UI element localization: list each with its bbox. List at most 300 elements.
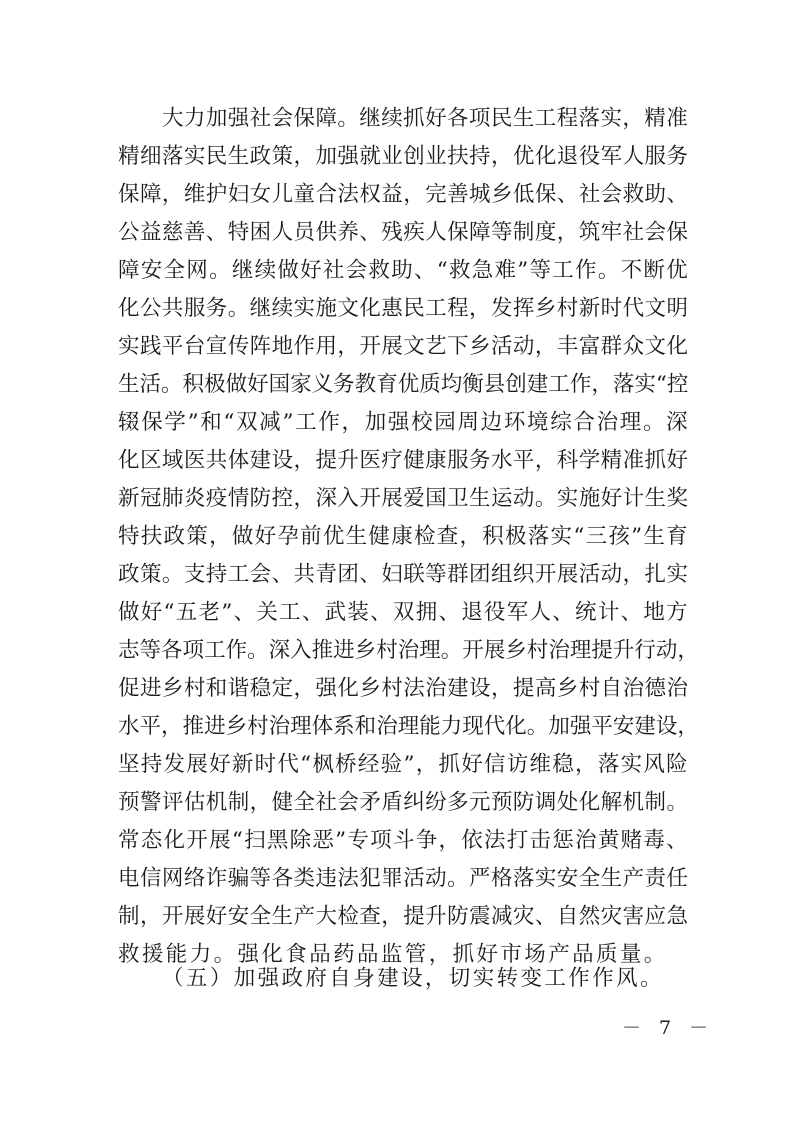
text-char: 运	[490, 486, 513, 511]
text-char: 制	[227, 790, 250, 815]
text-char: 好	[425, 106, 447, 131]
text-char: 力	[440, 714, 463, 739]
text-char: 强	[387, 410, 410, 435]
text-char: 精	[118, 144, 140, 169]
text-char: 员	[293, 220, 316, 245]
text-char: 计	[622, 486, 645, 511]
text-char: 地	[643, 600, 665, 625]
text-char: ，	[403, 182, 425, 207]
text-char: 展	[186, 752, 208, 777]
text-char: 进	[333, 638, 355, 663]
text-char: 服	[183, 296, 206, 321]
text-char: 加	[205, 106, 228, 131]
text-char: 活	[139, 372, 162, 397]
text-char: 保	[447, 220, 469, 245]
text-char: 惩	[552, 828, 574, 853]
text-char: 展	[183, 904, 206, 929]
text-char: 慈	[161, 220, 184, 245]
text-char: 服	[447, 448, 469, 473]
text-char: ，	[490, 676, 513, 701]
text-char: 周	[457, 410, 479, 435]
text-char: 等	[139, 638, 162, 663]
text-char: 化	[505, 714, 527, 739]
text-char: 五	[175, 600, 198, 625]
text-char: 类	[293, 866, 316, 891]
text-char: 各	[446, 106, 469, 131]
text-char: 役	[578, 144, 601, 169]
text-char: 提	[315, 448, 337, 473]
text-char: 政	[118, 562, 140, 587]
text-char: 做	[277, 258, 299, 283]
text-char: 控	[271, 486, 294, 511]
text-char: 做	[118, 600, 140, 625]
text-char: 程	[447, 296, 469, 321]
text-char: 和	[200, 410, 222, 435]
text-char: 化	[337, 676, 359, 701]
text-char: 好	[247, 372, 269, 397]
text-char: 提	[403, 904, 425, 929]
text-char: 老	[198, 600, 221, 625]
text-line	[118, 442, 688, 480]
text-char: 断	[643, 258, 665, 283]
text-char: 富	[578, 334, 601, 359]
text-char: 、	[301, 600, 324, 625]
text-char: 乡	[556, 676, 579, 701]
text-char: 应	[644, 904, 667, 929]
text-char: 双	[392, 600, 415, 625]
text-char: 救	[622, 182, 645, 207]
text-char: 妇	[381, 562, 403, 587]
text-char: 权	[359, 182, 381, 207]
text-char: 信	[483, 752, 506, 777]
text-char: “	[436, 258, 448, 283]
text-char: 升	[337, 448, 359, 473]
text-char: 。	[247, 638, 269, 663]
text-char: “	[655, 372, 667, 397]
text-char: 治	[622, 676, 645, 701]
text-char: 德	[644, 676, 667, 701]
text-line	[118, 632, 699, 670]
text-char: 持	[140, 752, 163, 777]
text-char: 辍	[118, 410, 140, 435]
text-char: 自	[600, 676, 623, 701]
text-char: 护	[205, 182, 228, 207]
text-char: 共	[293, 562, 316, 587]
text-char: 精	[600, 448, 623, 473]
text-char: 治	[596, 410, 619, 435]
text-char: ，	[677, 714, 699, 739]
text-char: 力	[183, 106, 206, 131]
text-char: 骗	[227, 866, 250, 891]
text-char: 合	[315, 182, 337, 207]
text-char: 维	[529, 752, 552, 777]
text-char: 落	[161, 144, 184, 169]
text-char: 好	[209, 752, 231, 777]
text-char: 好	[461, 752, 483, 777]
text-char: 桥	[335, 752, 357, 777]
text-char: 。	[642, 410, 665, 435]
text-char: 好	[140, 600, 163, 625]
text-char: 保	[293, 106, 316, 131]
text-char: 工	[295, 410, 317, 435]
text-char: 军	[600, 144, 623, 169]
text-char: 动	[600, 562, 623, 587]
text-char: 新	[118, 486, 140, 511]
text-char: 机	[205, 790, 228, 815]
text-char: 工	[279, 600, 301, 625]
text-char: 度	[534, 220, 557, 245]
text-line	[118, 784, 688, 822]
text-char: 体	[227, 448, 250, 473]
text-char: 女	[249, 182, 272, 207]
text-char: 实	[183, 144, 206, 169]
text-char: 落	[578, 106, 601, 131]
text-char: 实	[600, 106, 622, 131]
text-char: 开	[462, 638, 484, 663]
text-char: 乡	[354, 638, 377, 663]
text-line	[118, 176, 688, 214]
text-char: 精	[644, 106, 666, 131]
text-char: “	[573, 524, 585, 549]
text-char: 民	[205, 144, 228, 169]
text-char: 难	[494, 258, 517, 283]
text-char: 项	[182, 638, 205, 663]
text-char: 化	[666, 334, 688, 359]
text-char: 害	[622, 904, 645, 929]
text-char: 治	[425, 676, 447, 701]
text-char: 育	[376, 372, 398, 397]
text-char: 全	[293, 790, 316, 815]
text-char: 。	[447, 866, 469, 891]
text-char: 格	[490, 866, 513, 891]
text-char: 常	[118, 828, 140, 853]
text-char: 团	[337, 562, 359, 587]
text-char: 法	[337, 182, 359, 207]
text-char: 极	[505, 524, 527, 549]
text-char: 好	[300, 258, 322, 283]
text-char: 积	[482, 524, 504, 549]
text-char: 志	[118, 638, 140, 663]
text-line	[118, 138, 688, 176]
text-char: 落	[512, 866, 535, 891]
text-char: 现	[462, 714, 484, 739]
text-char: 维	[183, 182, 206, 207]
text-char: 减	[490, 904, 513, 929]
text-char: 好	[254, 524, 277, 549]
text-char: 准	[666, 106, 688, 131]
text-char: 新	[231, 752, 254, 777]
text-char: 支	[183, 562, 206, 587]
text-char: 社	[322, 258, 345, 283]
text-char: 救	[368, 258, 390, 283]
text-char: 生	[643, 524, 665, 549]
text-char: ，	[575, 752, 597, 777]
text-char: 平	[591, 714, 613, 739]
text-char: 法	[403, 676, 425, 701]
text-char: 工	[227, 562, 250, 587]
text-char: 检	[413, 524, 436, 549]
text-char: 团	[469, 562, 491, 587]
text-char: 代	[622, 296, 645, 321]
text-char: 查	[359, 904, 381, 929]
text-char: 赌	[620, 828, 643, 853]
text-char: 强	[227, 106, 250, 131]
text-char: 共	[205, 448, 228, 473]
text-char: 工	[534, 106, 557, 131]
text-char: ，	[556, 220, 579, 245]
text-char: 调	[534, 790, 557, 815]
text-char: 保	[118, 182, 140, 207]
text-char: ，	[341, 410, 364, 435]
text-char: 化	[118, 296, 140, 321]
text-char: 障	[315, 106, 337, 131]
text-char: 推	[311, 638, 334, 663]
text-char: 细	[139, 144, 162, 169]
text-char: 续	[381, 106, 403, 131]
text-char: 助	[391, 258, 413, 283]
text-char: 平	[161, 334, 184, 359]
text-char: 孕	[277, 524, 299, 549]
text-char: 开	[186, 828, 208, 853]
text-char: 生	[469, 486, 491, 511]
text-char: 艺	[425, 334, 447, 359]
text-char: 好	[205, 904, 228, 929]
text-char: 。	[440, 638, 463, 663]
text-char: 项	[468, 106, 491, 131]
text-char: ，	[293, 486, 316, 511]
text-char: 环	[503, 410, 526, 435]
text-char: 服	[644, 144, 667, 169]
text-char: 疗	[381, 448, 403, 473]
text-char: 人	[271, 220, 294, 245]
text-char: 争	[415, 828, 438, 853]
text-char: 公	[118, 220, 140, 245]
text-char: 准	[622, 448, 645, 473]
text-char: 访	[506, 752, 529, 777]
text-char: 纠	[403, 790, 425, 815]
text-char: ”	[517, 258, 529, 283]
text-char: 防	[512, 790, 535, 815]
text-line	[118, 746, 688, 784]
text-char: ，	[490, 144, 513, 169]
text-char: 、	[359, 562, 381, 587]
text-char: 孩	[608, 524, 630, 549]
text-char: 务	[205, 296, 228, 321]
text-char: 特	[227, 220, 250, 245]
text-char: 落	[597, 752, 620, 777]
text-char: 优	[322, 524, 345, 549]
text-char: 业	[425, 144, 447, 169]
text-char: 依	[461, 828, 483, 853]
text-char: 文	[644, 334, 667, 359]
text-char: 作	[569, 372, 592, 397]
text-char: 深	[315, 486, 337, 511]
text-char: ”	[403, 752, 415, 777]
text-char: 城	[469, 182, 491, 207]
text-char: ，	[469, 296, 491, 321]
text-line	[118, 822, 688, 860]
text-char: 下	[447, 334, 469, 359]
text-char: 、	[359, 220, 381, 245]
text-char: 学	[164, 410, 186, 435]
text-char: 会	[249, 562, 272, 587]
text-char: 教	[354, 372, 377, 397]
text-char: 乡	[359, 676, 381, 701]
text-char: 供	[315, 220, 337, 245]
text-char: 提	[591, 638, 613, 663]
text-char: 积	[182, 372, 205, 397]
text-char: 创	[403, 144, 425, 169]
text-line	[118, 594, 688, 632]
text-char: 防	[447, 904, 469, 929]
text-char: 施	[315, 296, 337, 321]
text-char: 代	[483, 714, 506, 739]
text-char: 震	[469, 904, 491, 929]
text-char: 。	[209, 258, 231, 283]
text-char: 扫	[244, 828, 266, 853]
text-char: 多	[447, 790, 469, 815]
text-char: 活	[578, 562, 601, 587]
text-char: 优	[397, 372, 420, 397]
text-char: 村	[578, 676, 601, 701]
text-char: 计	[597, 600, 620, 625]
text-char: 继	[231, 258, 254, 283]
text-char: 工	[204, 638, 226, 663]
text-char: 化	[359, 296, 381, 321]
text-char: 炎	[183, 486, 206, 511]
text-char: 继	[359, 106, 381, 131]
text-char: 理	[290, 714, 312, 739]
text-char: 会	[337, 790, 359, 815]
text-char: 推	[182, 714, 205, 739]
text-char: 青	[315, 562, 337, 587]
text-char: 制	[118, 904, 140, 929]
text-char: 展	[381, 334, 403, 359]
text-char: 理	[419, 638, 441, 663]
text-char: “	[231, 828, 243, 853]
text-line	[118, 898, 688, 936]
text-char: 黄	[597, 828, 620, 853]
text-char: ，	[534, 334, 557, 359]
text-char: ，	[622, 106, 644, 131]
text-char: 促	[118, 676, 140, 701]
text-char: “	[163, 600, 175, 625]
text-char: 治	[666, 676, 688, 701]
text-char: 态	[140, 828, 163, 853]
text-char: 作	[293, 334, 316, 359]
text-char: 安	[556, 866, 579, 891]
text-char: 扎	[644, 562, 667, 587]
text-line: 救援能力。强化食品药品监管，抓好市场产品质量。	[118, 942, 668, 967]
text-char: 工	[425, 296, 447, 321]
text-char: 牢	[600, 220, 623, 245]
text-char: 育	[666, 524, 688, 549]
text-char: 防	[249, 486, 272, 511]
text-char: 村	[556, 296, 579, 321]
text-char: 人	[622, 144, 645, 169]
text-char: 网	[161, 866, 184, 891]
text-char: 展	[381, 486, 403, 511]
text-char: 卫	[447, 486, 469, 511]
text-char: 和	[354, 714, 377, 739]
text-char: 法	[337, 866, 359, 891]
text-char: 持	[205, 562, 228, 587]
text-char: 和	[205, 676, 228, 701]
text-char: 治	[376, 714, 398, 739]
text-char: 网	[186, 258, 208, 283]
text-char: 安	[612, 714, 635, 739]
text-char: 低	[512, 182, 535, 207]
text-char: 医	[359, 448, 381, 473]
text-char: 退	[461, 600, 483, 625]
text-char: 开	[161, 904, 184, 929]
text-char: 盾	[381, 790, 403, 815]
text-char: 设	[655, 714, 678, 739]
text-char: 善	[183, 220, 206, 245]
text-char: 园	[434, 410, 456, 435]
text-line	[118, 252, 688, 290]
text-char: 建	[447, 676, 469, 701]
text-char: 实	[293, 296, 316, 321]
text-char: 保	[141, 410, 163, 435]
text-char: 。	[526, 714, 549, 739]
text-char: 全	[578, 866, 601, 891]
text-char: 、	[271, 562, 294, 587]
text-char: 挥	[512, 296, 535, 321]
text-char: 村	[247, 714, 269, 739]
text-char: 救	[448, 258, 471, 283]
text-char: 大	[315, 904, 337, 929]
text-char: 入	[337, 486, 359, 511]
text-char: 化	[163, 828, 186, 853]
text-char: 拥	[415, 600, 438, 625]
text-char: 项	[370, 828, 392, 853]
text-char: 经	[357, 752, 380, 777]
text-char: 、	[413, 258, 436, 283]
text-char: 等	[529, 258, 552, 283]
text-char: 建	[634, 714, 656, 739]
text-char: 强	[337, 144, 359, 169]
text-char: 用	[315, 334, 337, 359]
text-char: 疾	[403, 220, 425, 245]
text-char: 障	[139, 182, 162, 207]
text-char: 理	[569, 638, 592, 663]
text-char: 抓	[644, 448, 667, 473]
text-char: 展	[556, 562, 579, 587]
text-char: 特	[118, 524, 140, 549]
text-char: 等	[249, 866, 272, 891]
text-char: 治	[397, 638, 420, 663]
text-char: 动	[425, 866, 447, 891]
text-char: ，	[622, 562, 645, 587]
text-char: 减	[259, 410, 281, 435]
text-char: 善	[447, 182, 469, 207]
text-line	[118, 860, 688, 898]
text-char: 犯	[359, 866, 381, 891]
text-char: 政	[163, 524, 186, 549]
text-char: 会	[271, 106, 294, 131]
text-char: 治	[548, 638, 570, 663]
text-char: 实	[634, 372, 656, 397]
text-char: 坚	[118, 752, 140, 777]
text-char: 扶	[447, 144, 469, 169]
text-char: 扶	[140, 524, 163, 549]
text-char: 施	[578, 486, 601, 511]
text-char: 工	[548, 372, 570, 397]
text-char: 会	[600, 182, 623, 207]
text-char: 众	[622, 334, 645, 359]
text-char: 发	[490, 296, 513, 321]
